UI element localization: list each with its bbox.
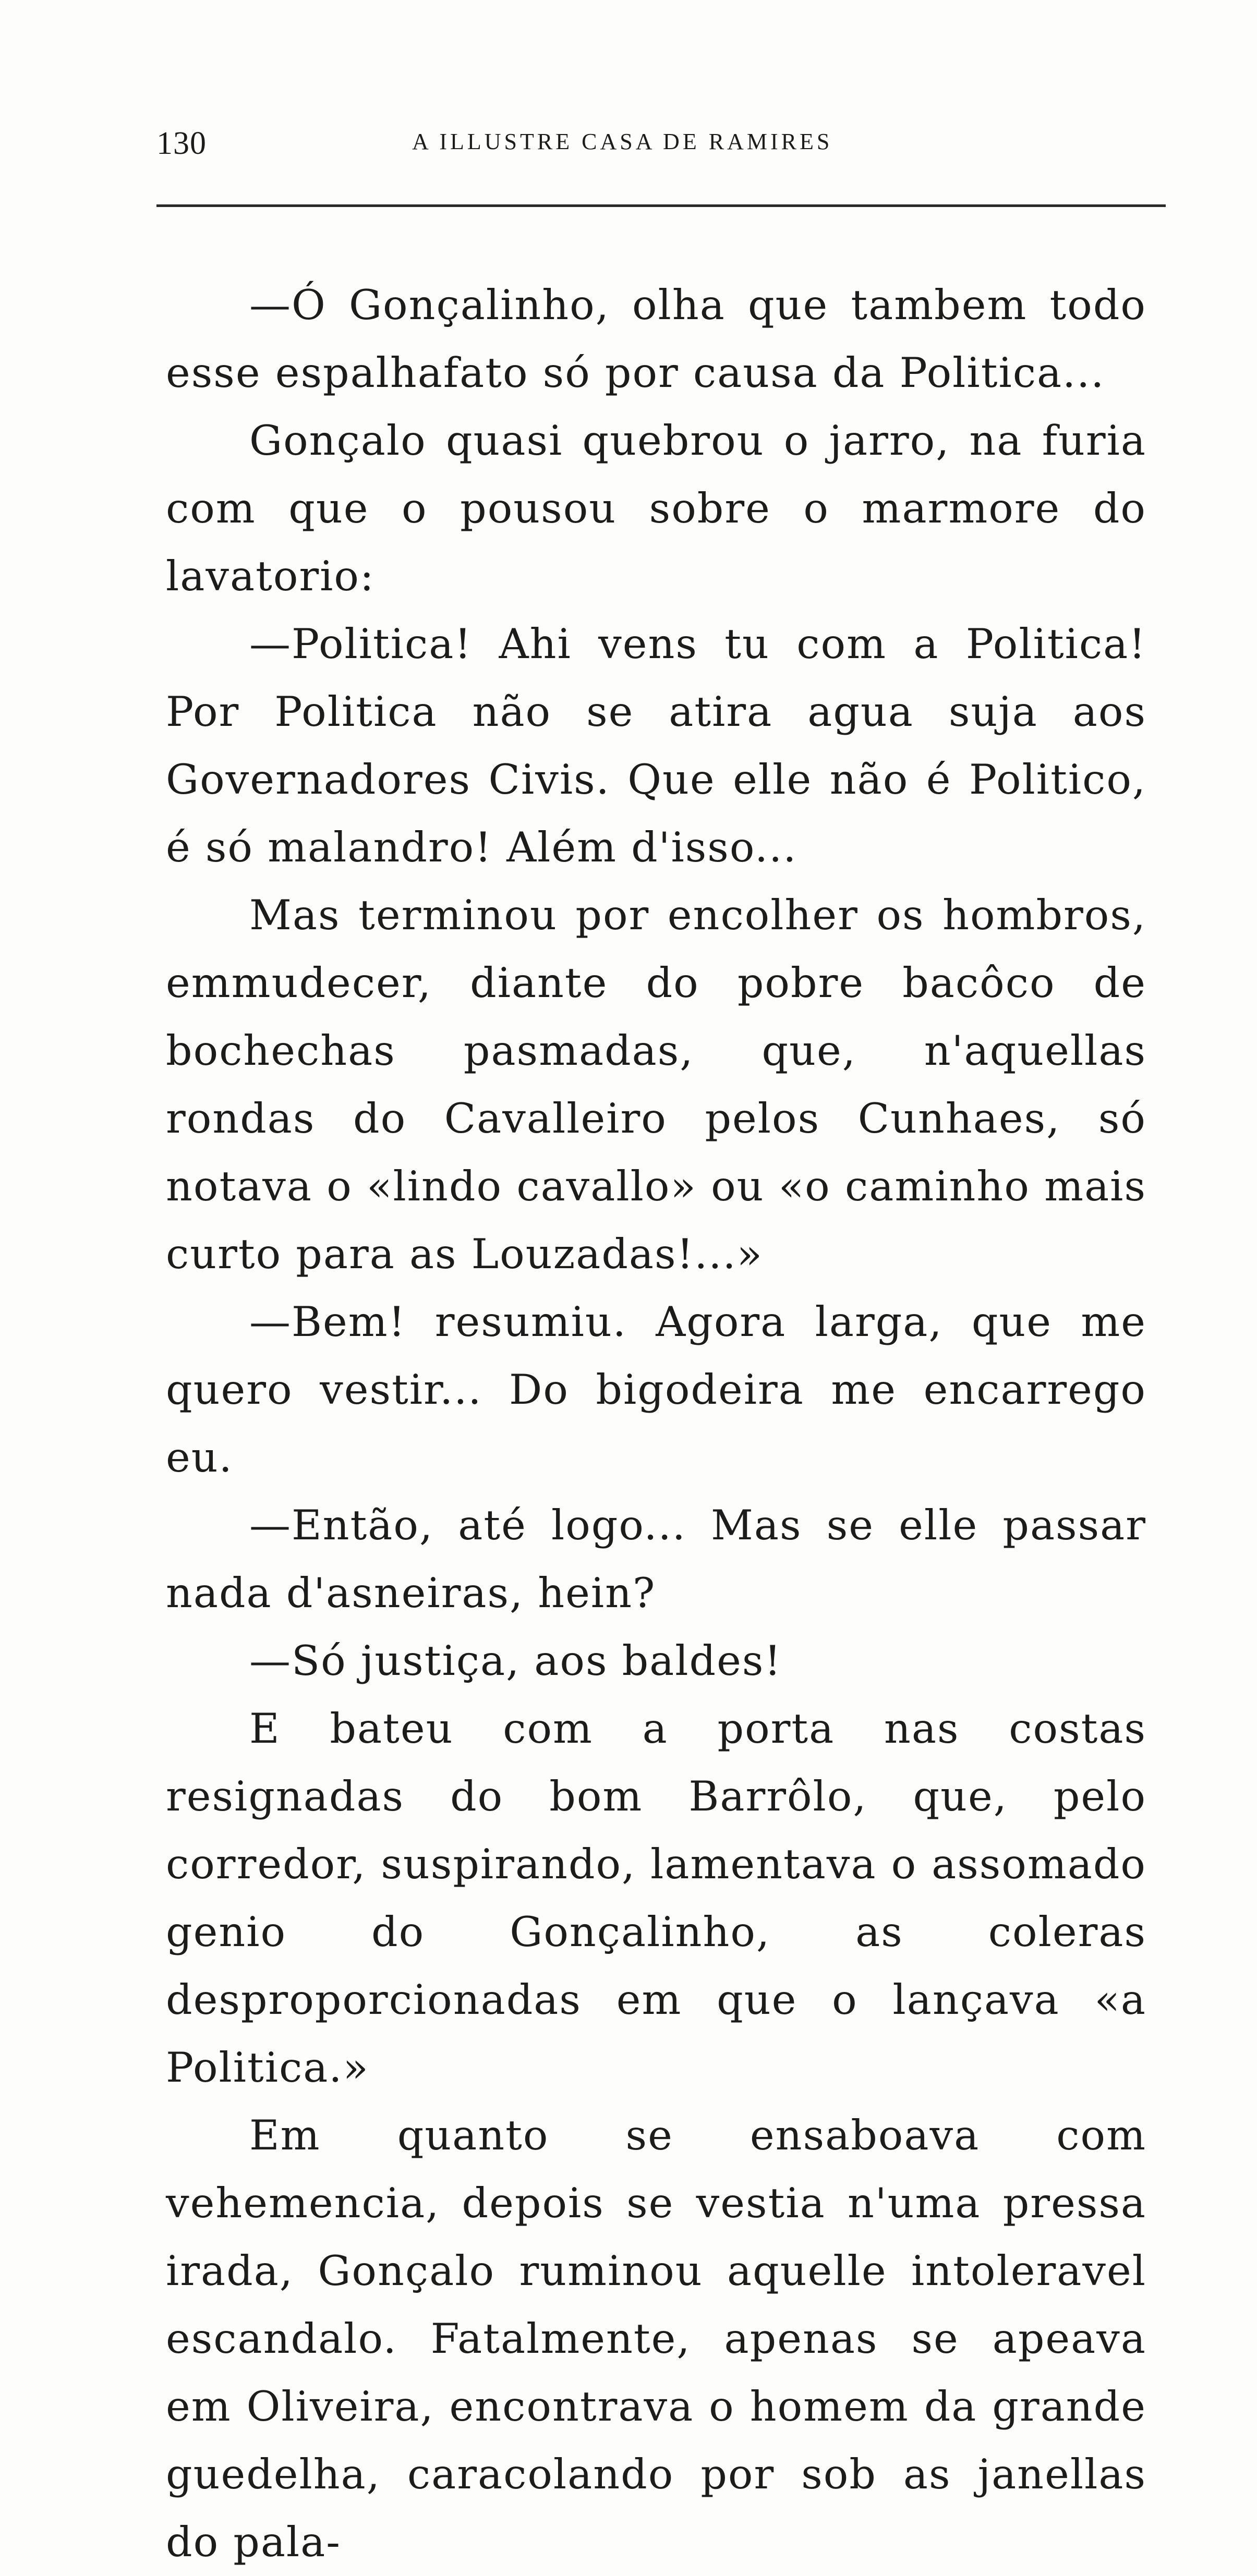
header-rule (156, 204, 1166, 207)
paragraph: —Bem! resumiu. Agora larga, que me quero vestir... Do bigodeira me encarrego eu. (166, 1298, 1146, 1481)
paragraph: —Só justiça, aos baldes! (249, 1637, 782, 1685)
body-text (166, 271, 1146, 2576)
paragraph: —Politica! Ahi vens tu com a Politica! Por Politica não se atira agua suja aos Governadores Civis. Que elle não é Politico, é só malandro! Além d'isso... (166, 620, 1146, 871)
page-header (156, 125, 1147, 172)
paragraph: —Então, até logo... Mas se elle passar nada d'asneiras, hein? (166, 1501, 1146, 1617)
page-number: 130 (156, 126, 207, 161)
running-title: A ILLUSTRE CASA DE RAMIRES (412, 129, 833, 154)
paragraph: Gonçalo quasi quebrou o jarro, na furia com que o pousou sobre o marmore do lavatorio: (166, 417, 1146, 600)
paragraph: E bateu com a porta nas costas resignadas do bom Barrôlo, que, pelo corredor, suspirando, lamentava o assomado genio do Gonçalinho, as coleras desproporcionadas em que o lançava «a Politica.» (166, 1705, 1146, 2092)
paragraph: —Ó Gonçalinho, olha que tambem todo esse espalhafato só por causa da Politica... (166, 281, 1146, 397)
paragraph: Em quanto se ensaboava com vehemencia, depois se vestia n'uma pressa irada, Gonçalo ruminou aquelle intoleravel escandalo. Fatalmente, apenas se apeava em Oliveira, encontrava o homem da grande guedelha, caracolando por sob as janellas do pala- (166, 2111, 1146, 2566)
paragraph: Mas terminou por encolher os hombros, emmudecer, diante do pobre bacôco de bochechas pasmadas, que, n'aquellas rondas do Cavalleiro pelos Cunhaes, só notava o «lindo cavallo» ou «o caminho mais curto para as Louzadas!...» (166, 891, 1146, 1278)
